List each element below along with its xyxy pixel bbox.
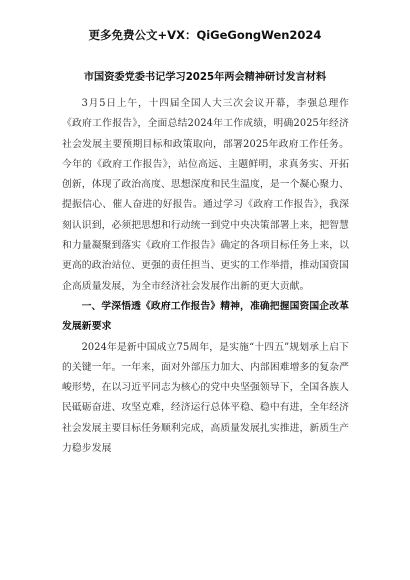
document-body	[62, 94, 349, 459]
section-heading: 一、学深悟透《政府工作报告》精神，准确把握国资国企改革发展新要求	[62, 300, 349, 333]
intro-paragraph: 3月5日上午，十四届全国人大三次会议开幕，李强总理作《政府工作报告》，全面总结2024年工作成绩，明确2025年经济社会发展主要预期目标和政策取向，部署2025年政府工作任务。今年的《政府工作报告》，站位高远、主题鲜明，求真务实、开拓创新，体现了政治高度、思想深度和民生温度，是一个凝心聚力、提振信心、催人奋进的好报告。通过学习《政府工作报告》，我深刻认识到，必须把思想和行动统一到党中央决策部署上来，把智慧和力量凝聚到落实《政府工作报告》确定的各项目标任务上来，以更高的政治站位、更强的责任担当、更实的工作举措，推动国资国企高质量发展，为全市经济社会发展作出新的更大贡献。	[62, 98, 350, 292]
document-title: 市国资委党委书记学习2025年两会精神研讨发言材料	[83, 72, 327, 83]
page-banner: 更多免费公文+VX：QiGeGongWen2024	[88, 28, 322, 42]
section-paragraph: 2024年是新中国成立75周年，是实施“十四五”规划承上启下的关键一年。一年来，面对外部压力加大、内部困难增多的复杂严峻形势，在以习近平同志为核心的党中央坚强领导下，全国各族人民砥砺奋进、攻坚克难，经济运行总体平稳、稳中有进，全年经济社会发展主要目标任务顺利完成，高质量发展扎实推进，新质生产力稳步发展	[62, 341, 350, 455]
